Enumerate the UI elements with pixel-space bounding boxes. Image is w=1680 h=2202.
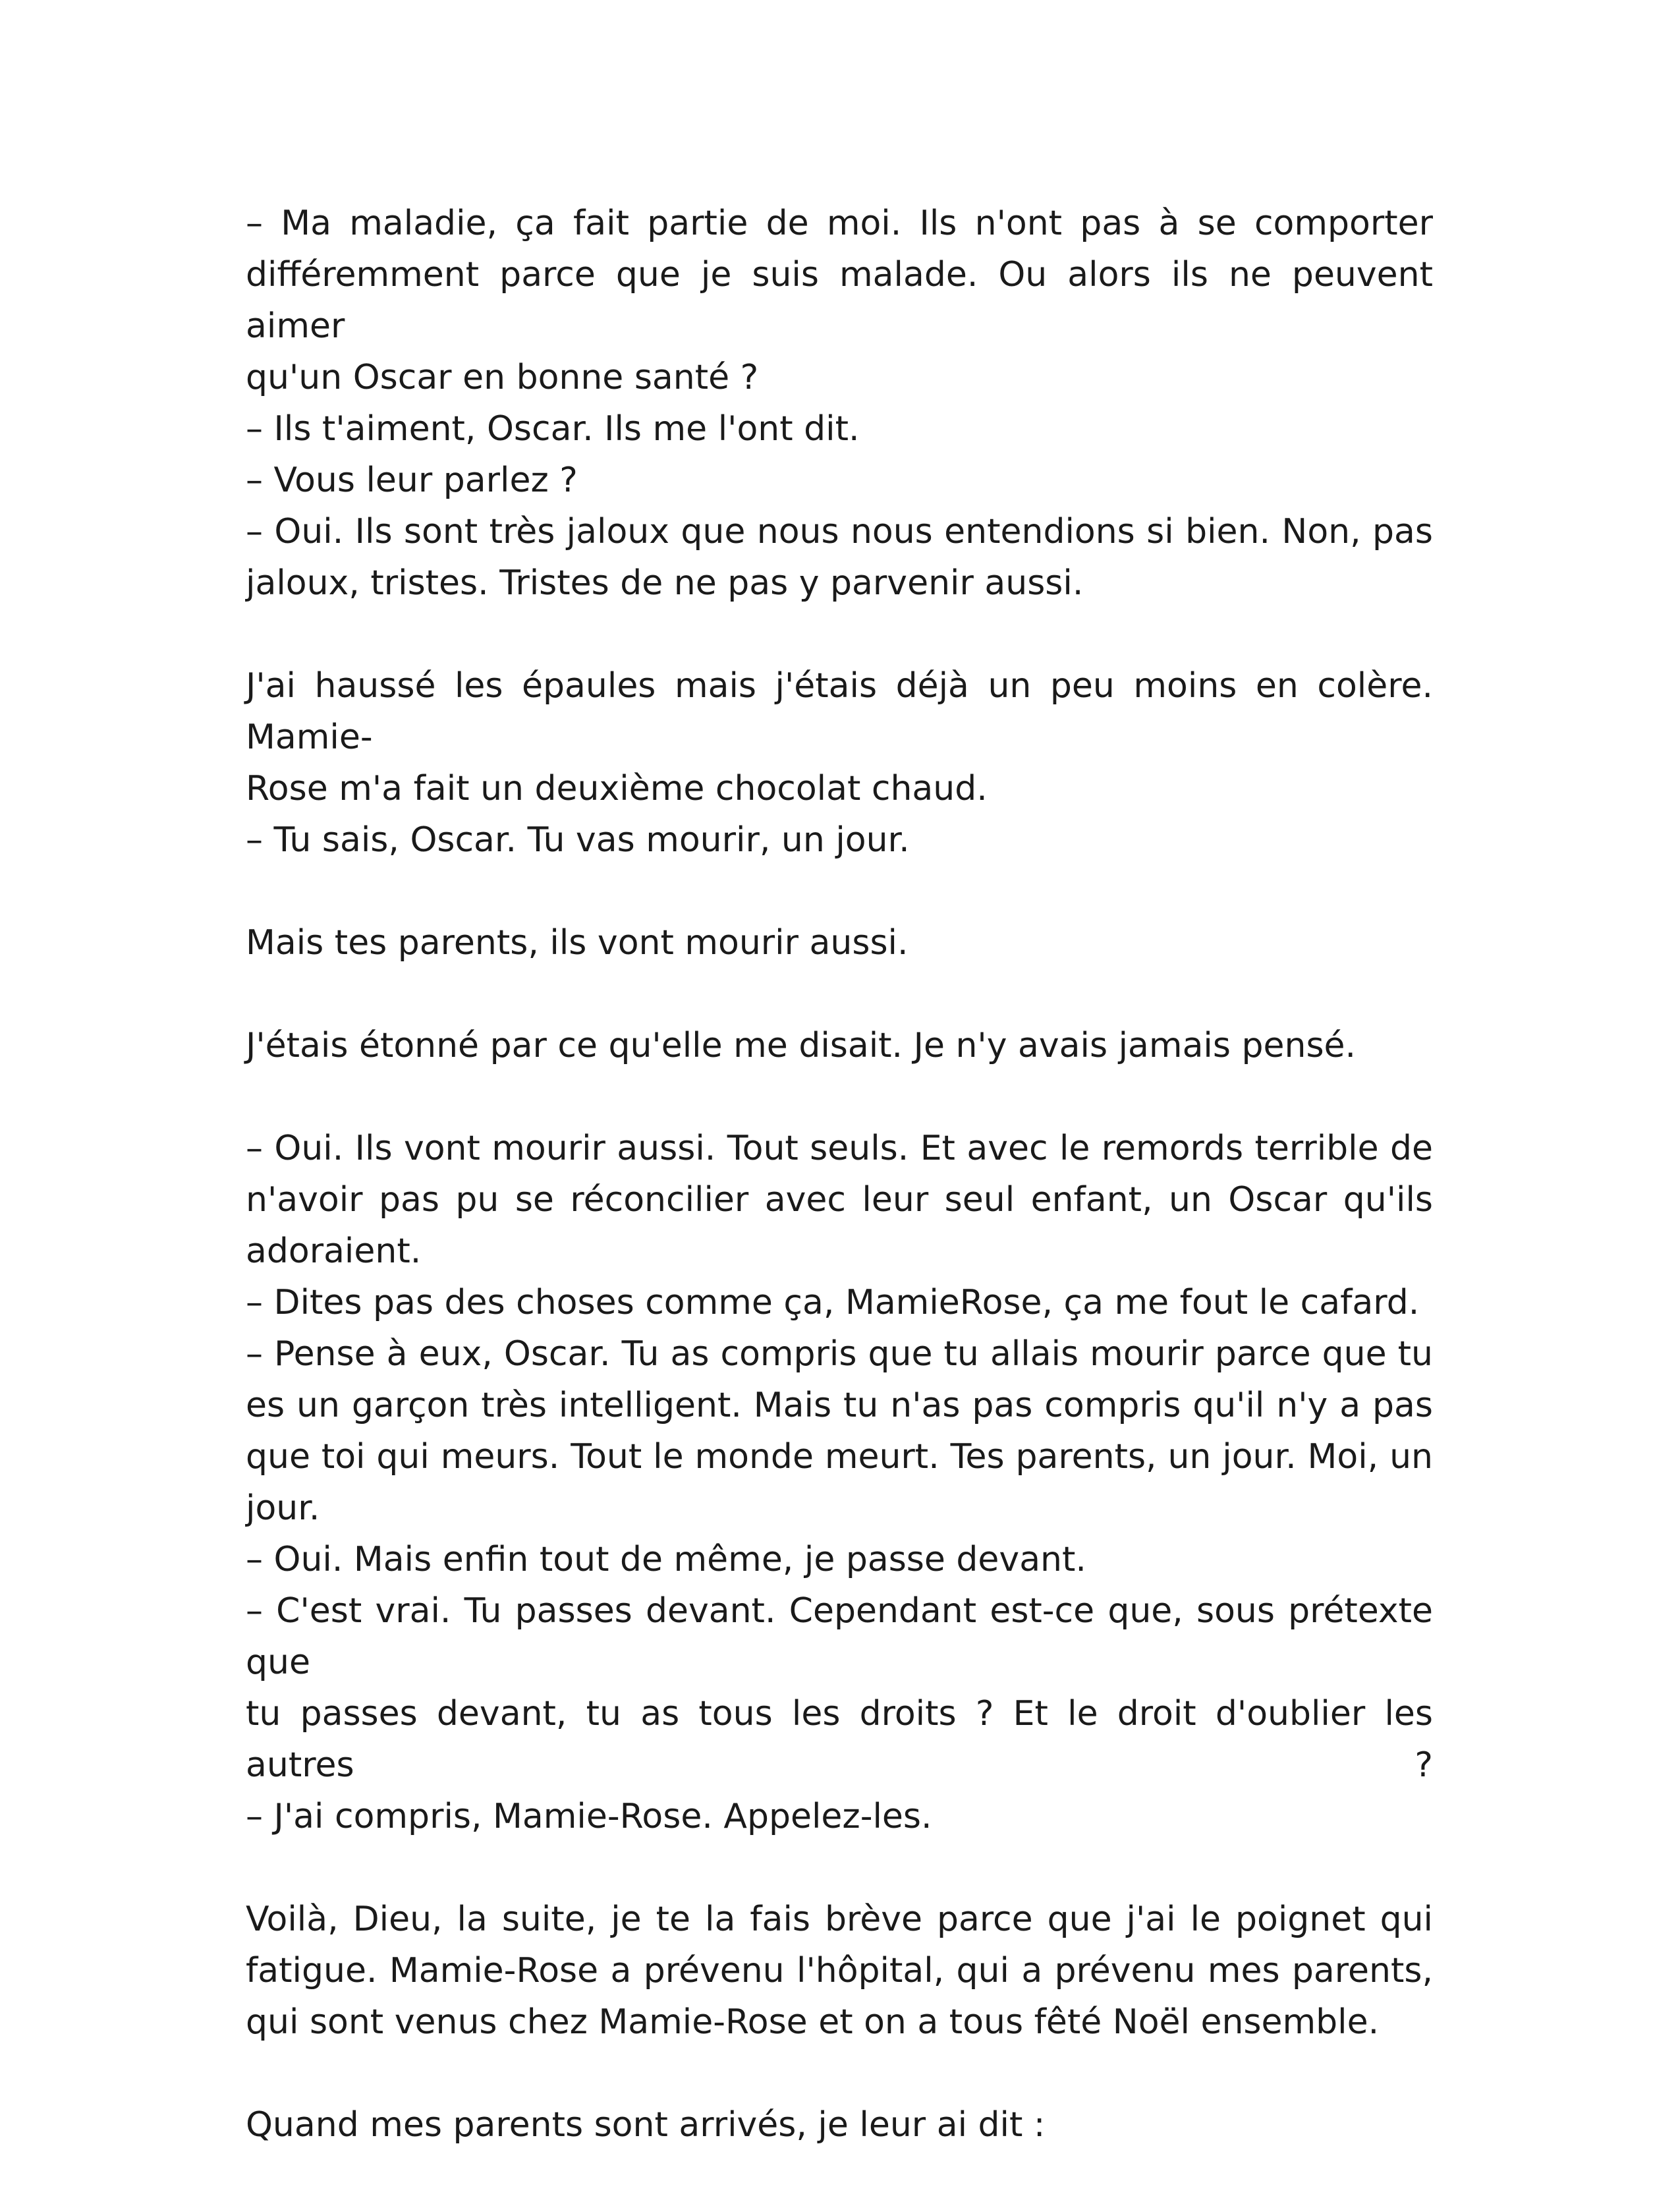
text-line: – Oui. Ils sont très jaloux que nous nous entendions si bien. Non, pas	[246, 512, 1433, 551]
text-line: – Dites pas des choses comme ça, MamieRose, ça me fout le cafard.	[246, 1283, 1420, 1322]
text-line: Quand mes parents sont arrivés, je leur ai dit :	[246, 2105, 1046, 2145]
text-line: que toi qui meurs. Tout le monde meurt. Tes parents, un jour. Moi, un	[246, 1437, 1433, 1477]
text-line: – Tu sais, Oscar. Tu vas mourir, un jour.	[246, 820, 910, 860]
text-line: fatigue. Mamie-Rose a prévenu l'hôpital, qui a prévenu mes parents,	[246, 1951, 1433, 1990]
paragraph-6	[246, 1894, 1433, 2048]
text-line: – Ils t'aiment, Oscar. Ils me l'ont dit.	[246, 409, 860, 449]
text-line: – C'est vrai. Tu passes devant. Cependant est-ce que, sous prétexte que	[246, 1591, 1433, 1682]
paragraph-5	[246, 1123, 1433, 1842]
text-line: n'avoir pas pu se réconcilier avec leur seul enfant, un Oscar qu'ils	[246, 1180, 1433, 1220]
text-line: jaloux, tristes. Tristes de ne pas y parvenir aussi.	[246, 563, 1084, 603]
text-line: différemment parce que je suis malade. Ou alors ils ne peuvent aimer	[246, 255, 1433, 346]
text-line: J'étais étonné par ce qu'elle me disait. Je n'y avais jamais pensé.	[246, 1026, 1357, 1065]
text-line: tu passes devant, tu as tous les droits ? Et le droit d'oublier les autres ?	[246, 1694, 1433, 1785]
text-line: adoraient.	[246, 1231, 422, 1271]
text-line: qui sont venus chez Mamie-Rose et on a tous fêté Noël ensemble.	[246, 2002, 1380, 2042]
text-line: Rose m'a fait un deuxième chocolat chaud.	[246, 769, 988, 808]
paragraph-1	[246, 198, 1433, 609]
text-line: – Ma maladie, ça fait partie de moi. Ils n'ont pas à se comporter	[246, 204, 1433, 243]
text-line: – Vous leur parlez ?	[246, 461, 578, 500]
paragraph-2	[246, 660, 1433, 866]
paragraph-3	[246, 917, 1433, 969]
text-line: Mais tes parents, ils vont mourir aussi.	[246, 923, 909, 963]
paragraph-4	[246, 1020, 1433, 1071]
text-line: qu'un Oscar en bonne santé ?	[246, 358, 759, 397]
text-line: – J'ai compris, Mamie-Rose. Appelez-les.	[246, 1797, 932, 1836]
text-line: es un garçon très intelligent. Mais tu n'as pas compris qu'il n'y a pas	[246, 1386, 1433, 1425]
text-line: – Oui. Ils vont mourir aussi. Tout seuls. Et avec le remords terrible de	[246, 1129, 1433, 1168]
text-line: J'ai haussé les épaules mais j'étais déjà un peu moins en colère. Mamie-	[246, 666, 1433, 757]
body-text	[246, 198, 1433, 2202]
text-line: – Pense à eux, Oscar. Tu as compris que tu allais mourir parce que tu	[246, 1334, 1433, 1374]
text-line: – Oui. Mais enfin tout de même, je passe devant.	[246, 1540, 1086, 1579]
text-line: Voilà, Dieu, la suite, je te la fais brève parce que j'ai le poignet qui	[246, 1900, 1433, 1939]
paragraph-7	[246, 2099, 1433, 2151]
text-line: jour.	[246, 1488, 320, 1528]
